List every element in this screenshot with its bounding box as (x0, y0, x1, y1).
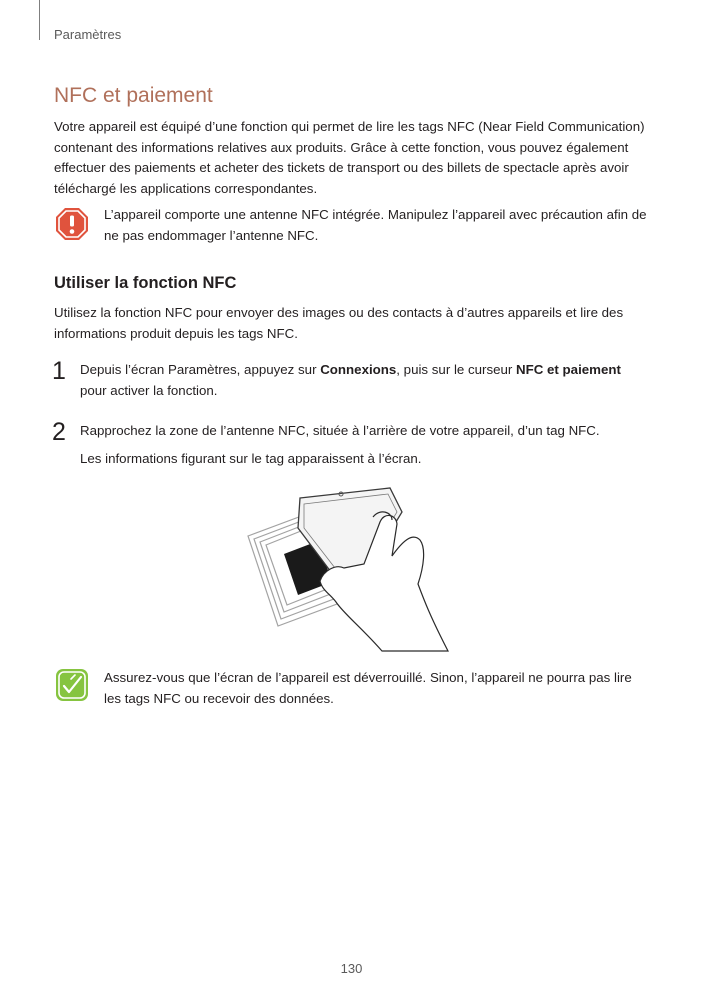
caution-icon (55, 207, 89, 241)
nfc-tag-illustration (240, 486, 470, 656)
intro-paragraph: Votre appareil est équipé d’une fonction qui permet de lire les tags NFC (Near Field Communication) contenant des informations relatives aux produits. Grâce à cette fonction, vous pouvez également effectuer des paiements et acheter des tickets de transport ou des billets de spectacle après avoir téléchargé les applications correspondantes. (54, 119, 645, 196)
page-title: NFC et paiement (54, 84, 213, 107)
header-divider (39, 0, 40, 40)
step-1-number: 1 (52, 357, 66, 385)
page-number: 130 (340, 961, 363, 976)
step-2-subtext: Les informations figurant sur le tag apparaissent à l’écran. (80, 451, 422, 466)
step-1-text (80, 360, 650, 401)
step-2-number: 2 (52, 418, 66, 446)
caution-text: L’appareil comporte une antenne NFC intégrée. Manipulez l’appareil avec précaution afin de ne pas endommager l’antenne NFC. (104, 207, 647, 243)
note-text: Assurez-vous que l’écran de l’appareil est déverrouillé. Sinon, l’appareil ne pourra pas lire les tags NFC ou recevoir des données. (104, 670, 632, 706)
note-check-icon (55, 668, 89, 702)
nfc-paiement-label: NFC et paiement (516, 362, 621, 377)
step-1-pre: Depuis l’écran Paramètres, appuyez sur (80, 362, 321, 377)
step-1-mid: , puis sur le curseur (396, 362, 517, 377)
section-intro: Utilisez la fonction NFC pour envoyer des images ou des contacts à d’autres appareils et lire des informations produit depuis les tags NFC. (54, 305, 624, 341)
connexions-label: Connexions (320, 362, 397, 377)
step-1-post: pour activer la fonction. (80, 382, 218, 398)
step-2-text: Rapprochez la zone de l’antenne NFC, située à l’arrière de votre appareil, d’un tag NFC. (80, 423, 600, 438)
section-heading: Utiliser la fonction NFC (54, 274, 237, 292)
section-header: Paramètres (54, 27, 122, 42)
